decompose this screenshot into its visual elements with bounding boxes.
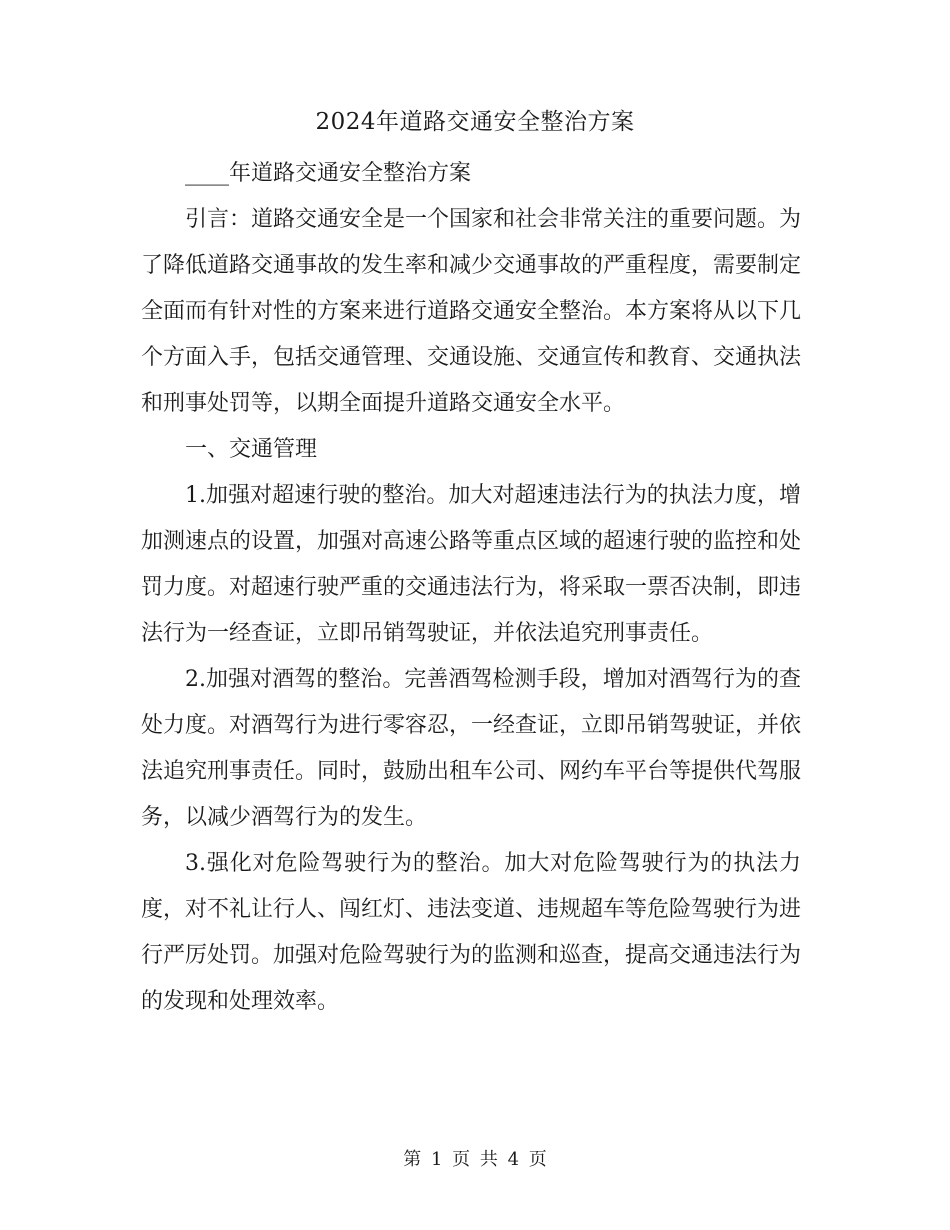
document-body: [141, 151, 801, 1025]
section-heading: 一、交通管理: [185, 437, 318, 462]
item-3-paragraph: 3.强化对危险驾驶行为的整治。加大对危险驾驶行为的执法力度，对不礼让行人、闯红灯、违法变道、违规超车等危险驾驶行为进行严厉处罚。加强对危险驾驶行为的监测和巡查，提高交通违法行为的发现和处理效率。: [141, 851, 802, 1014]
item-1-paragraph: 1.加强对超速行驶的整治。加大对超速违法行为的执法力度，增加测速点的设置，加强对高速公路等重点区域的超速行驶的监控和处罚力度。对超速行驶严重的交通违法行为，将采取一票否决制，即违法行为一经查证，立即吊销驾驶证，并依法追究刑事责任。: [141, 483, 802, 646]
document-title: 2024年道路交通安全整治方案: [315, 109, 635, 135]
intro-paragraph: 引言：道路交通安全是一个国家和社会非常关注的重要问题。为了降低道路交通事故的发生率和减少交通事故的严重程度，需要制定全面而有针对性的方案来进行道路交通安全整治。本方案将从以下几个方面入手，包括交通管理、交通设施、交通宣传和教育、交通执法和刑事处罚等，以期全面提升道路交通安全水平。: [141, 207, 802, 416]
page-number-footer: 第 1 页 共 4 页: [403, 1149, 547, 1170]
item-2-paragraph: 2.加强对酒驾的整治。完善酒驾检测手段，增加对酒驾行为的查处力度。对酒驾行为进行零容忍，一经查证，立即吊销驾驶证，并依法追究刑事责任。同时，鼓励出租车公司、网约车平台等提供代驾服务，以减少酒驾行为的发生。: [141, 667, 802, 830]
subtitle-paragraph: ____年道路交通安全整治方案: [185, 161, 472, 186]
